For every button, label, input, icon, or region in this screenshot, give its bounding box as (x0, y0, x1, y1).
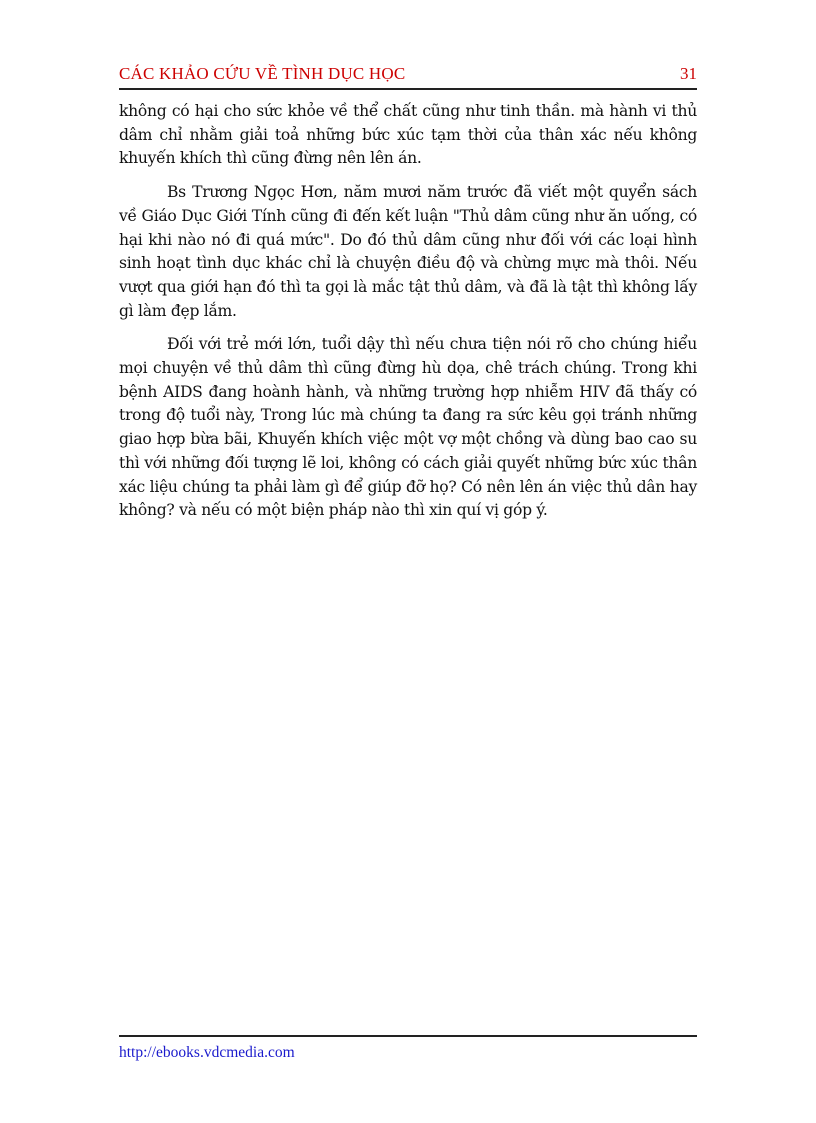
header-title: CÁC KHẢO CỨU VỀ TÌNH DỤC HỌC (119, 64, 406, 83)
paragraph: không có hại cho sức khỏe về thể chất cũng như tinh thần. mà hành vi thủ dâm chỉ nhằm giải toả những bức xúc tạm thời của thân xác nếu không khuyến khích thì cũng đừng nên lên án. (119, 102, 697, 168)
body-text (119, 100, 697, 533)
running-header (119, 62, 697, 90)
footer-divider (119, 1035, 697, 1037)
paragraph: Đối với trẻ mới lớn, tuổi dậy thì nếu chưa tiện nói rõ cho chúng hiểu mọi chuyện về thủ dâm thì cũng đừng hù dọa, chê trách chúng. Trong khi bệnh AIDS đang hoành hành, và những trường hợp nhiễm HIV đã thấy có trong độ tuổi này, Trong lúc mà chúng ta đang ra sức kêu gọi tránh những giao hợp bừa bãi, Khuyến khích việc một vợ một chồng và dùng bao cao su thì với những đối tượng lẽ loi, không có cách giải quyết những bức xúc thân xác liệu chúng ta phải làm gì để giúp đỡ họ? Có nên lên án việc thủ dân hay không? và nếu có một biện pháp nào thì xin quí vị góp ý. (119, 335, 697, 520)
paragraph: Bs Trương Ngọc Hơn, năm mươi năm trước đã viết một quyển sách về Giáo Dục Giới Tính cũng đi đến kết luận "Thủ dâm cũng như ăn uống, có hại khi nào nó đi quá mức". Do đó thủ dâm cũng như đối với các loại hình sinh hoạt tình dục khác chỉ là chuyện điều độ và chừng mực mà thôi. Nếu vượt qua giới hạn đó thì ta gọi là mắc tật thủ dâm, và đã là tật thì không lấy gì làm đẹp lắm. (119, 183, 697, 320)
footer-url-link[interactable]: http://ebooks.vdcmedia.com (119, 1044, 295, 1061)
page-number: 31 (680, 64, 697, 83)
